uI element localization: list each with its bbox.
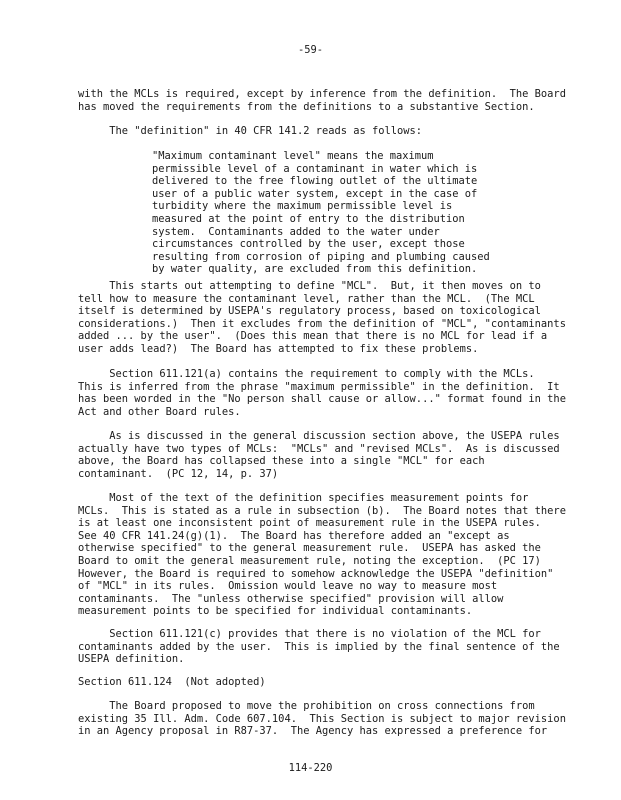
paragraph-mcl-problems bbox=[78, 280, 566, 356]
text-line: Section 611.121(c) provides that there is no violation of the MCL for bbox=[78, 628, 541, 640]
text-line: Act and other Board rules. bbox=[78, 405, 241, 418]
quote-line: "Maximum contaminant level" means the maximum bbox=[152, 150, 434, 162]
text-line: The Board proposed to move the prohibition on cross connections from bbox=[78, 700, 535, 712]
quote-line: measured at the point of entry to the distribution bbox=[152, 212, 465, 225]
text-line: This starts out attempting to define "MCL". But, it then moves on to bbox=[78, 280, 541, 292]
text-line: The "definition" in 40 CFR 141.2 reads as follows: bbox=[78, 125, 423, 137]
text-line: with the MCLs is required, except by inference from the definition. The Board bbox=[78, 88, 566, 100]
quote-line: turbidity where the maximum permissible level is bbox=[152, 200, 453, 213]
text-line: measurement points to be specified for individual contaminants. bbox=[78, 605, 473, 618]
text-line: MCLs. This is stated as a rule in subsection (b). The Board notes that there bbox=[78, 504, 566, 517]
text-line: As is discussed in the general discussion section above, the USEPA rules bbox=[78, 430, 560, 442]
section-heading-611-124 bbox=[78, 676, 550, 689]
section-heading: Section 611.124 (Not adopted) bbox=[78, 676, 266, 688]
text-line: existing 35 Ill. Adm. Code 607.104. This Section is subject to major revision bbox=[78, 712, 566, 725]
page-footer-number: 114-220 bbox=[288, 762, 333, 774]
text-line: tell how to measure the contaminant level, rather than the MCL. (The MCL bbox=[78, 292, 535, 305]
text-line: considerations.) Then it excludes from the definition of "MCL", "contaminants bbox=[78, 317, 566, 330]
text-line: contaminants. The "unless otherwise specified" provision will allow bbox=[78, 592, 504, 605]
text-line: itself is determined by USEPA's regulatory process, based on toxicological bbox=[78, 305, 541, 318]
text-line: Most of the text of the definition specifies measurement points for bbox=[78, 492, 529, 504]
text-line: This is inferred from the phrase "maximum permissible" in the definition. It bbox=[78, 380, 560, 393]
text-line: See 40 CFR 141.24(g)(1). The Board has therefore added an "except as bbox=[78, 529, 510, 542]
text-line: USEPA definition. bbox=[78, 653, 185, 666]
text-line: has moved the requirements from the definitions to a substantive Section. bbox=[78, 100, 535, 113]
text-line: has been worded in the "No person shall cause or allow..." format found in the bbox=[78, 393, 566, 406]
paragraph-measurement-points bbox=[78, 492, 566, 618]
quote-line: resulting from corrosion of piping and plumbing caused bbox=[152, 250, 490, 263]
page-number: -59- bbox=[297, 44, 324, 56]
text-line: However, the Board is required to somehow acknowledge the USEPA "definition" bbox=[78, 567, 554, 580]
text-line: Board to omit the general measurement rule, noting the exception. (PC 17) bbox=[78, 554, 541, 567]
text-line: added ... by the user". (Does this mean that there is no MCL for lead if a bbox=[78, 330, 548, 343]
text-line: actually have two types of MCLs: "MCLs" and "revised MCLs". As is discussed bbox=[78, 442, 560, 455]
quote-line: user of a public water system, except in the case of bbox=[152, 187, 478, 200]
text-line: contaminant. (PC 12, 14, p. 37) bbox=[78, 467, 279, 480]
paragraph-cross-connections bbox=[78, 700, 566, 738]
paragraph-section-611-121c bbox=[78, 628, 560, 666]
paragraph-revised-mcls bbox=[78, 430, 560, 480]
text-line: otherwise specified" to the general measurement rule. USEPA has asked the bbox=[78, 542, 541, 555]
quote-line: permissible level of a contaminant in water which is bbox=[152, 162, 478, 175]
paragraph-section-611-121a bbox=[78, 368, 566, 418]
quote-line: system. Contaminants added to the water under bbox=[152, 225, 440, 238]
text-line: user adds lead?) The Board has attempted to fix these problems. bbox=[78, 342, 479, 355]
quote-line: delivered to the free flowing outlet of the ultimate bbox=[152, 175, 478, 188]
quote-line: by water quality, are excluded from this definition. bbox=[152, 263, 478, 276]
text-line: Section 611.121(a) contains the requirement to comply with the MCLs. bbox=[78, 368, 535, 380]
paragraph-definition-intro bbox=[78, 125, 550, 138]
text-line: above, the Board has collapsed these into a single "MCL" for each bbox=[78, 455, 485, 468]
block-quote-definition bbox=[152, 150, 490, 276]
text-line: is at least one inconsistent point of measurement rule in the USEPA rules. bbox=[78, 517, 541, 530]
paragraph-intro bbox=[78, 88, 566, 113]
quote-line: circumstances controlled by the user, except those bbox=[152, 238, 465, 251]
text-line: in an Agency proposal in R87-37. The Agency has expressed a preference for bbox=[78, 725, 548, 738]
text-line: of "MCL" in its rules. Omission would leave no way to measure most bbox=[78, 580, 498, 593]
text-line: contaminants added by the user. This is implied by the final sentence of the bbox=[78, 640, 560, 653]
